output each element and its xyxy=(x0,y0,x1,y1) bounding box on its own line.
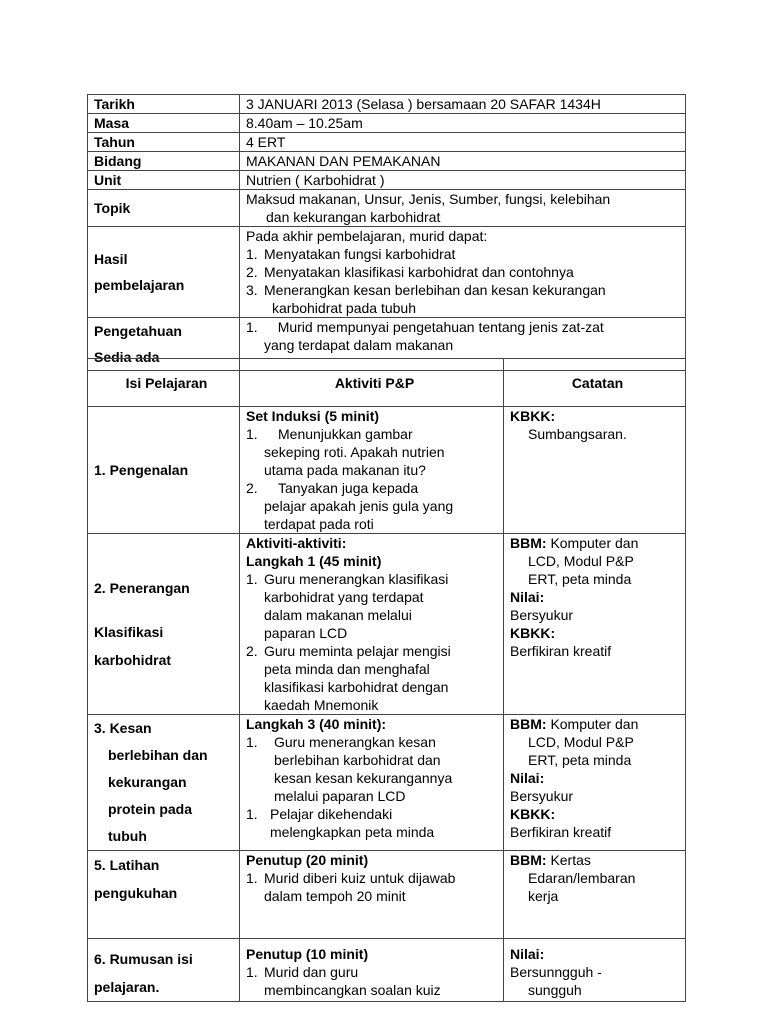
bbm-line-2: LCD, Modul P&P xyxy=(528,734,634,750)
catatan-rumusan xyxy=(504,939,686,1002)
list-number: 1. xyxy=(246,734,258,750)
isi-kesan-1: 3. Kesan xyxy=(94,720,152,736)
list-text: pelajar apakah jenis gula yang xyxy=(264,498,454,514)
bbm-label: BBM: xyxy=(510,535,547,551)
list-item xyxy=(246,963,503,999)
kbkk-value: Sumbangsaran. xyxy=(528,426,627,442)
list-text-cont: karbohidrat pada tubuh xyxy=(272,300,416,316)
activity-list xyxy=(246,570,503,714)
tarikh-label: Tarikh xyxy=(88,95,240,114)
isi-latihan xyxy=(88,851,240,939)
section-title: Penutup (20 minit) xyxy=(246,852,369,868)
sedia-label-2: Sedia ada xyxy=(94,349,160,365)
bbm-label: BBM: xyxy=(510,852,547,868)
list-text: kaedah Mnemonik xyxy=(264,697,379,713)
list-number: 2. xyxy=(246,643,258,659)
bidang-value: MAKANAN DAN PEMAKANAN xyxy=(240,152,686,171)
isi-kesan-4: protein pada xyxy=(108,801,193,817)
aktiviti-kesan xyxy=(240,715,504,851)
section-title: Langkah 3 (40 minit): xyxy=(246,716,387,732)
list-number: 1. xyxy=(246,870,258,886)
catatan-penerangan xyxy=(504,534,686,715)
unit-value: Nutrien ( Karbohidrat ) xyxy=(240,171,686,190)
activity-list xyxy=(246,733,503,841)
isi-kesan-2: berlebihan dan xyxy=(108,747,208,763)
list-text: utama pada makanan itu? xyxy=(264,462,426,478)
section-title: Aktiviti-aktiviti: xyxy=(246,535,347,551)
section-title: Set Induksi (5 minit) xyxy=(246,408,380,424)
isi-kesan-3: kekurangan xyxy=(108,774,187,790)
list-text: melalui paparan LCD xyxy=(274,788,406,804)
list-text: Menyatakan fungsi karbohidrat xyxy=(264,246,456,262)
list-text: peta minda dan menghafal xyxy=(264,661,430,677)
bbm-line-1: Komputer dan xyxy=(550,535,639,551)
hasil-value xyxy=(240,227,686,318)
list-text: Murid dan guru xyxy=(264,964,359,980)
list-item xyxy=(246,263,685,281)
list-text: melengkapkan peta minda xyxy=(270,824,435,840)
list-item xyxy=(246,281,685,317)
sedia-label-1: Pengetahuan xyxy=(94,323,182,339)
list-number: 1. xyxy=(246,806,258,822)
hasil-intro: Pada akhir pembelajaran, murid dapat: xyxy=(246,228,488,244)
list-item xyxy=(246,733,503,805)
list-text: Guru menerangkan klasifikasi xyxy=(264,571,449,587)
col-header-isi: Isi Pelajaran xyxy=(88,359,240,407)
list-text: Pelajar dikehendaki xyxy=(270,806,393,822)
hasil-list xyxy=(246,245,685,317)
list-text: dalam tempoh 20 minit xyxy=(264,888,406,904)
catatan-pengenalan xyxy=(504,407,686,534)
tarikh-value: 3 JANUARI 2013 (Selasa ) bersamaan 20 SAFAR 1434H xyxy=(240,95,686,114)
list-text: klasifikasi karbohidrat dengan xyxy=(264,679,449,695)
sedia-number: 1. xyxy=(246,319,258,335)
sedia-line-1: Murid mempunyai pengetahuan tentang jenis zat-zat xyxy=(277,319,604,335)
list-number: 1. xyxy=(246,571,258,587)
list-text: karbohidrat yang terdapat xyxy=(264,589,424,605)
kbkk-label: KBKK: xyxy=(510,806,556,822)
catatan-kesan xyxy=(504,715,686,851)
kbkk-label: KBKK: xyxy=(510,408,556,424)
topik-line-2: dan kekurangan karbohidrat xyxy=(266,209,441,225)
masa-label: Masa xyxy=(88,114,240,133)
aktiviti-rumusan xyxy=(240,939,504,1002)
list-text: Menerangkan kesan berlebihan dan kesan kekurangan xyxy=(264,282,606,298)
list-text: Murid diberi kuiz untuk dijawab xyxy=(264,870,456,886)
kbkk-label: KBKK: xyxy=(510,625,556,641)
list-text: dalam makanan melalui xyxy=(264,607,412,623)
nilai-label: Nilai: xyxy=(510,589,545,605)
bbm-line-2: LCD, Modul P&P xyxy=(528,553,634,569)
aktiviti-pengenalan xyxy=(240,407,504,534)
aktiviti-penerangan xyxy=(240,534,504,715)
list-item xyxy=(246,570,503,642)
topik-value xyxy=(240,190,686,227)
isi-latihan-1: 5. Latihan xyxy=(94,857,160,873)
nilai-line-1: Bersunngguh - xyxy=(510,964,602,980)
lesson-info-table xyxy=(87,94,686,371)
tahun-label: Tahun xyxy=(88,133,240,152)
isi-penerangan-1: 2. Penerangan xyxy=(94,580,190,596)
list-item xyxy=(246,642,503,714)
nilai-value: Bersyukur xyxy=(510,788,574,804)
isi-rumusan-1: 6. Rumusan isi xyxy=(94,951,193,967)
list-text: Guru meminta pelajar mengisi xyxy=(264,643,451,659)
isi-penerangan-3: karbohidrat xyxy=(94,652,172,668)
list-number: 1. xyxy=(246,246,258,262)
list-text: berlebihan karbohidrat dan xyxy=(274,752,441,768)
list-text: Tanyakan juga kepada xyxy=(278,480,419,496)
bbm-line-3: ERT, peta minda xyxy=(528,752,632,768)
list-text: terdapat pada roti xyxy=(264,516,374,532)
nilai-label: Nilai: xyxy=(510,946,545,962)
isi-latihan-2: pengukuhan xyxy=(94,885,178,901)
activity-list xyxy=(246,869,503,905)
isi-rumusan-2: pelajaran. xyxy=(94,979,160,995)
list-number: 2. xyxy=(246,480,258,496)
isi-kesan-5: tubuh xyxy=(108,828,147,844)
list-number: 1. xyxy=(246,964,258,980)
hasil-label-2: pembelajaran xyxy=(94,277,185,293)
list-item xyxy=(246,245,685,263)
bidang-label: Bidang xyxy=(88,152,240,171)
list-item xyxy=(246,869,503,905)
lesson-activity-table xyxy=(87,358,686,1002)
list-text: kesan kesan kekurangannya xyxy=(274,770,453,786)
nilai-line-2: sungguh xyxy=(528,982,582,998)
tahun-value: 4 ERT xyxy=(240,133,686,152)
kbkk-value: Berfikiran kreatif xyxy=(510,643,612,659)
list-text: sekeping roti. Apakah nutrien xyxy=(264,444,445,460)
isi-rumusan xyxy=(88,939,240,1002)
list-number: 1. xyxy=(246,426,258,442)
bbm-line-2: Edaran/lembaran xyxy=(528,870,636,886)
col-header-catatan: Catatan xyxy=(504,359,686,407)
list-text: paparan LCD xyxy=(264,625,348,641)
topik-line-1: Maksud makanan, Unsur, Jenis, Sumber, fungsi, kelebihan xyxy=(246,191,611,207)
bbm-line-1: Komputer dan xyxy=(550,716,639,732)
bbm-line-3: kerja xyxy=(528,888,559,904)
bbm-line-1: Kertas xyxy=(550,852,591,868)
bbm-label: BBM: xyxy=(510,716,547,732)
topik-label: Topik xyxy=(88,190,240,227)
activity-list xyxy=(246,425,503,533)
isi-kesan xyxy=(88,715,240,851)
list-text: Menyatakan klasifikasi karbohidrat dan contohnya xyxy=(264,264,574,280)
list-item xyxy=(246,425,503,479)
list-number: 2. xyxy=(246,264,258,280)
list-item xyxy=(246,479,503,533)
list-item xyxy=(246,805,503,841)
isi-pengenalan: 1. Pengenalan xyxy=(88,407,240,534)
masa-value: 8.40am – 10.25am xyxy=(240,114,686,133)
list-text: membincangkan soalan kuiz xyxy=(264,982,441,998)
aktiviti-latihan xyxy=(240,851,504,939)
nilai-label: Nilai: xyxy=(510,770,545,786)
section-subtitle: Langkah 1 (45 minit) xyxy=(246,553,382,569)
bbm-line-3: ERT, peta minda xyxy=(528,571,632,587)
unit-label: Unit xyxy=(88,171,240,190)
hasil-label xyxy=(88,227,240,318)
catatan-latihan xyxy=(504,851,686,939)
kbkk-value: Berfikiran kreatif xyxy=(510,824,612,840)
list-number: 3. xyxy=(246,282,258,298)
list-text: Guru menerangkan kesan xyxy=(274,734,436,750)
list-text: Menunjukkan gambar xyxy=(278,426,413,442)
isi-penerangan-2: Klasifikasi xyxy=(94,624,164,640)
section-title: Penutup (10 minit) xyxy=(246,946,369,962)
sedia-line-2: yang terdapat dalam makanan xyxy=(264,337,454,353)
activity-list xyxy=(246,963,503,999)
col-header-aktiviti: Aktiviti P&P xyxy=(240,359,504,407)
isi-penerangan xyxy=(88,534,240,715)
nilai-value: Bersyukur xyxy=(510,607,574,623)
hasil-label-1: Hasil xyxy=(94,251,128,267)
